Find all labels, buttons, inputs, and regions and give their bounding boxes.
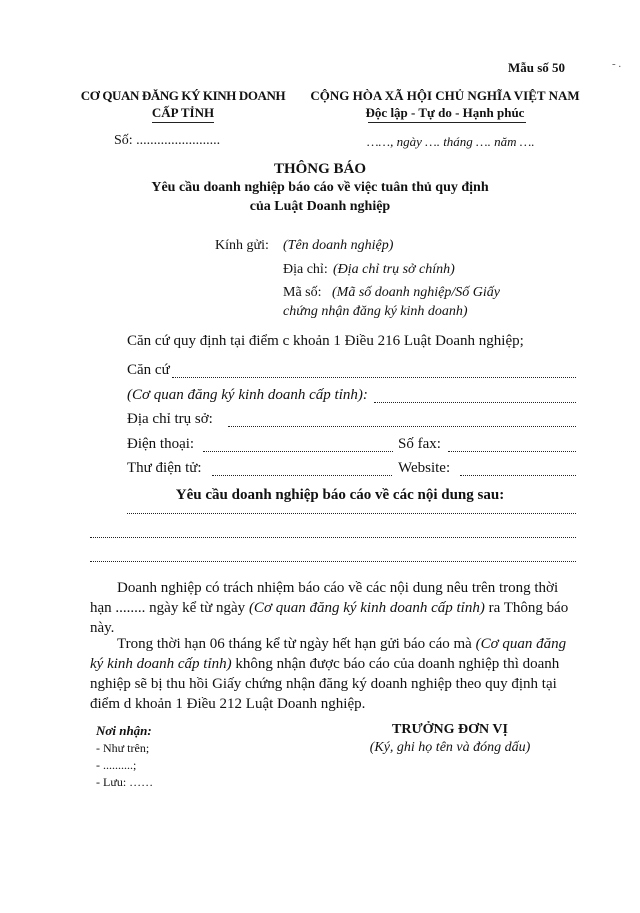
field-email: Thư điện tử: [127,460,202,476]
field-can-cu: Căn cứ [127,362,170,378]
can-cu-dotline [172,377,576,378]
kinh-gui-label: Kính gửi: [215,238,269,253]
content-dotline-2 [90,537,576,538]
phone-dotline [203,451,393,452]
agency-underline [152,122,214,123]
paragraph-responsibility-agency: (Cơ quan đăng ký kinh doanh cấp tỉnh) [248,600,485,616]
form-number: Mẫu số 50 [508,60,566,75]
recipients-item-1: - Như trên; [96,741,150,755]
recipients-heading: Nơi nhận: [96,723,152,738]
kinh-gui-value: (Tên doanh nghiệp) [283,238,394,253]
country-name: CỘNG HÒA XÃ HỘI CHỦ NGHĨA VIỆT NAM [310,88,580,103]
address-label: Địa chỉ: [283,262,328,277]
field-office: Địa chỉ trụ sở: [127,411,213,427]
field-fax: Số fax: [398,436,441,452]
document-title: THÔNG BÁO [273,161,367,177]
document-number: Số: ........................ [114,133,221,148]
agency-dotline [374,402,576,403]
office-dotline [228,426,576,427]
field-agency: (Cơ quan đăng ký kinh doanh cấp tỉnh): [127,387,368,403]
recipients-item-3: - Lưu: …… [96,775,154,789]
paragraph-responsibility-text-1: Doanh nghiệp có trách nhiệm báo cáo về các nội dung nêu trên trong thời hạn ........ ngày kể từ ngày [90,580,559,616]
code-value-2: chứng nhận đăng ký kinh doanh) [283,304,468,319]
paragraph-revocation-agency: (Cơ quan đăng ký kinh doanh cấp tỉnh) [90,636,567,672]
document-subtitle: Yêu cầu doanh nghiệp báo cáo về việc tuân thủ quy định [151,180,489,195]
signature-title: TRƯỞNG ĐƠN VỊ [392,722,508,737]
content-dotline-1 [127,513,576,514]
recipients-item-2: - ..........; [96,758,137,772]
field-website: Website: [398,460,451,476]
code-label: Mã số: [283,285,322,300]
field-phone: Điện thoại: [127,436,195,452]
motto: Độc lập - Tự do - Hạnh phúc [365,105,525,120]
paragraph-revocation [90,634,580,714]
fax-dotline [448,451,576,452]
paragraph-revocation-text-1: Trong thời hạn 06 tháng kể từ ngày hết hạn gửi báo cáo mà [117,636,476,652]
paragraph-revocation-text-2: không nhận được báo cáo của doanh nghiệp thì doanh nghiệp sẽ bị thu hồi Giấy chứng nhận đăng ký doanh nghiệp theo quy định tại điểm d khoản 1 Điều 212 Luật Doanh nghiệp. [90,656,560,712]
date-line: ……, ngày …. tháng …. năm …. [367,134,535,149]
paragraph-responsibility [90,578,580,638]
corner-mark: - . [612,58,622,70]
code-value: (Mã số doanh nghiệp/Số Giấy [332,285,500,300]
email-dotline [212,475,392,476]
signature-note: (Ký, ghi họ tên và đóng dấu) [369,740,531,755]
paragraph-responsibility-text-2: ra Thông báo này. [90,600,569,636]
request-heading: Yêu cầu doanh nghiệp báo cáo về các nội dung sau: [175,487,505,503]
agency-level: CẤP TỈNH [151,105,215,120]
document-subtitle-2: của Luật Doanh nghiệp [249,199,391,214]
motto-underline [368,122,526,123]
website-dotline [460,475,576,476]
content-dotline-3 [90,561,576,562]
address-value: (Địa chỉ trụ sở chính) [333,262,455,277]
agency-name: CƠ QUAN ĐĂNG KÝ KINH DOANH [80,88,286,103]
basis-line: Căn cứ quy định tại điểm c khoản 1 Điều 216 Luật Doanh nghiệp; [127,333,524,349]
